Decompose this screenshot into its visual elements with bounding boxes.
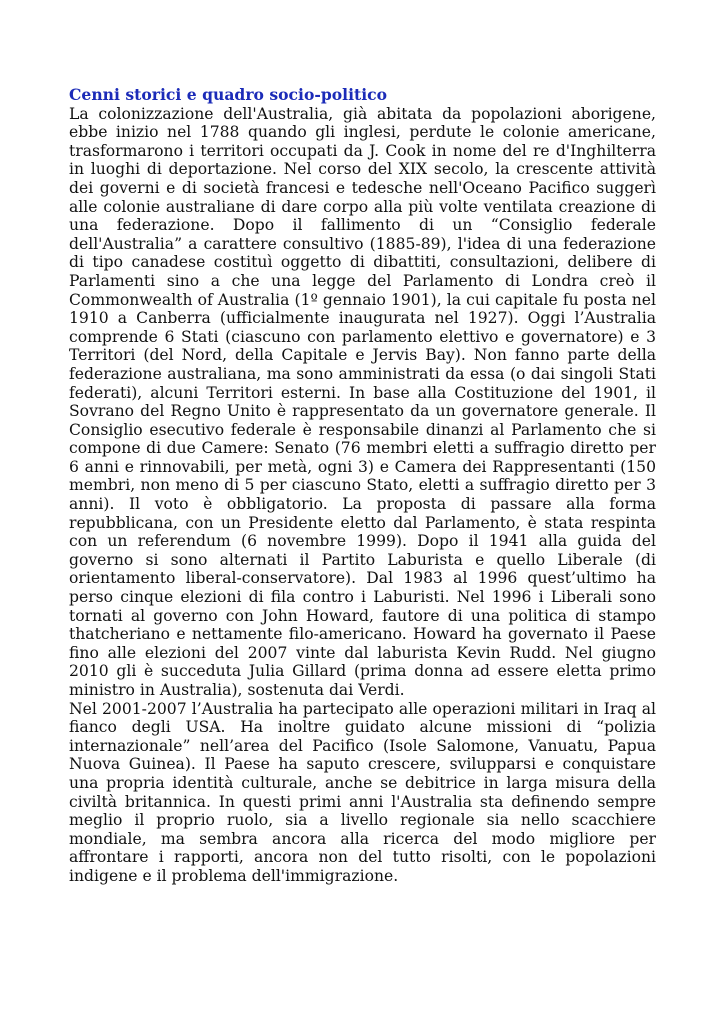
document-page: [69, 86, 656, 886]
section-heading: Cenni storici e quadro socio-politico: [69, 85, 388, 104]
paragraph-recent: Nel 2001-2007 l’Australia ha partecipato alle operazioni militari in Iraq al fianco degli USA. Ha inoltre guidato alcune missioni di “polizia internazionale” nell’area del Pacifico (Isole Salomone, Vanuatu, Papua Nuova Guinea). Il Paese ha saputo crescere, svilupparsi e conquistare una propria identità culturale, anche se debitrice in larga misura della civiltà britannica. In questi primi anni l'Australia sta definendo sempre meglio il proprio ruolo, sia a livello regionale sia nello scacchiere mondiale, ma sembra ancora alla ricerca del modo migliore per affrontare i rapporti, ancora non del tutto risolti, con le popolazioni indigene e il problema dell'immigrazione.: [69, 699, 656, 885]
paragraph-history: La colonizzazione dell'Australia, già abitata da popolazioni aborigene, ebbe inizio nel 1788 quando gli inglesi, perdute le colonie americane, trasformarono i territori occupati da J. Cook in nome del re d'Inghilterra in luoghi di deportazione. Nel corso del XIX secolo, la crescente attività dei governi e di società francesi e tedesche nell'Oceano Pacifico suggerì alle colonie australiane di dare corpo alla più volte ventilata creazione di una federazione. Dopo il fallimento di un “Consiglio federale dell'Australia” a carattere consultivo (1885-89), l'idea di una federazione di tipo canadese costituì oggetto di dibattiti, consultazioni, delibere di Parlamenti sino a che una legge del Parlamento di Londra creò il Commonwealth of Australia (1º gennaio 1901), la cui capitale fu posta nel 1910 a Canberra (ufficialmente inaugurata nel 1927). Oggi l’Australia comprende 6 Stati (ciascuno con parlamento elettivo e governatore) e 3 Territori (del Nord, della Capitale e Jervis Bay). Non fanno parte della federazione australiana, ma sono amministrati da essa (o dai singoli Stati federati), alcuni Territori esterni. In base alla Costituzione del 1901, il Sovrano del Regno Unito è rappresentato da un governatore generale. Il Consiglio esecutivo federale è responsabile dinanzi al Parlamento che si compone di due Camere: Senato (76 membri eletti a suffragio diretto per 6 anni e rinnovabili, per metà, ogni 3) e Camera dei Rappresentanti (150 membri, non meno di 5 per ciascuno Stato, eletti a suffragio diretto per 3 anni). Il voto è obbligatorio. La proposta di passare alla forma repubblicana, con un Presidente eletto dal Parlamento, è stata respinta con un referendum (6 novembre 1999). Dopo il 1941 alla guida del governo si sono alternati il Partito Laburista e quello Liberale (di orientamento liberal-conservatore). Dal 1983 al 1996 quest’ultimo ha perso cinque elezioni di fila contro i Laburisti. Nel 1996 i Liberali sono tornati al governo con John Howard, fautore di una politica di stampo thatcheriano e nettamente filo-americano. Howard ha governato il Paese fino alle elezioni del 2007 vinte dal laburista Kevin Rudd. Nel giugno 2010 gli è succeduta Julia Gillard (prima donna ad essere eletta primo ministro in Australia), sostenuta dai Verdi.: [69, 104, 656, 699]
